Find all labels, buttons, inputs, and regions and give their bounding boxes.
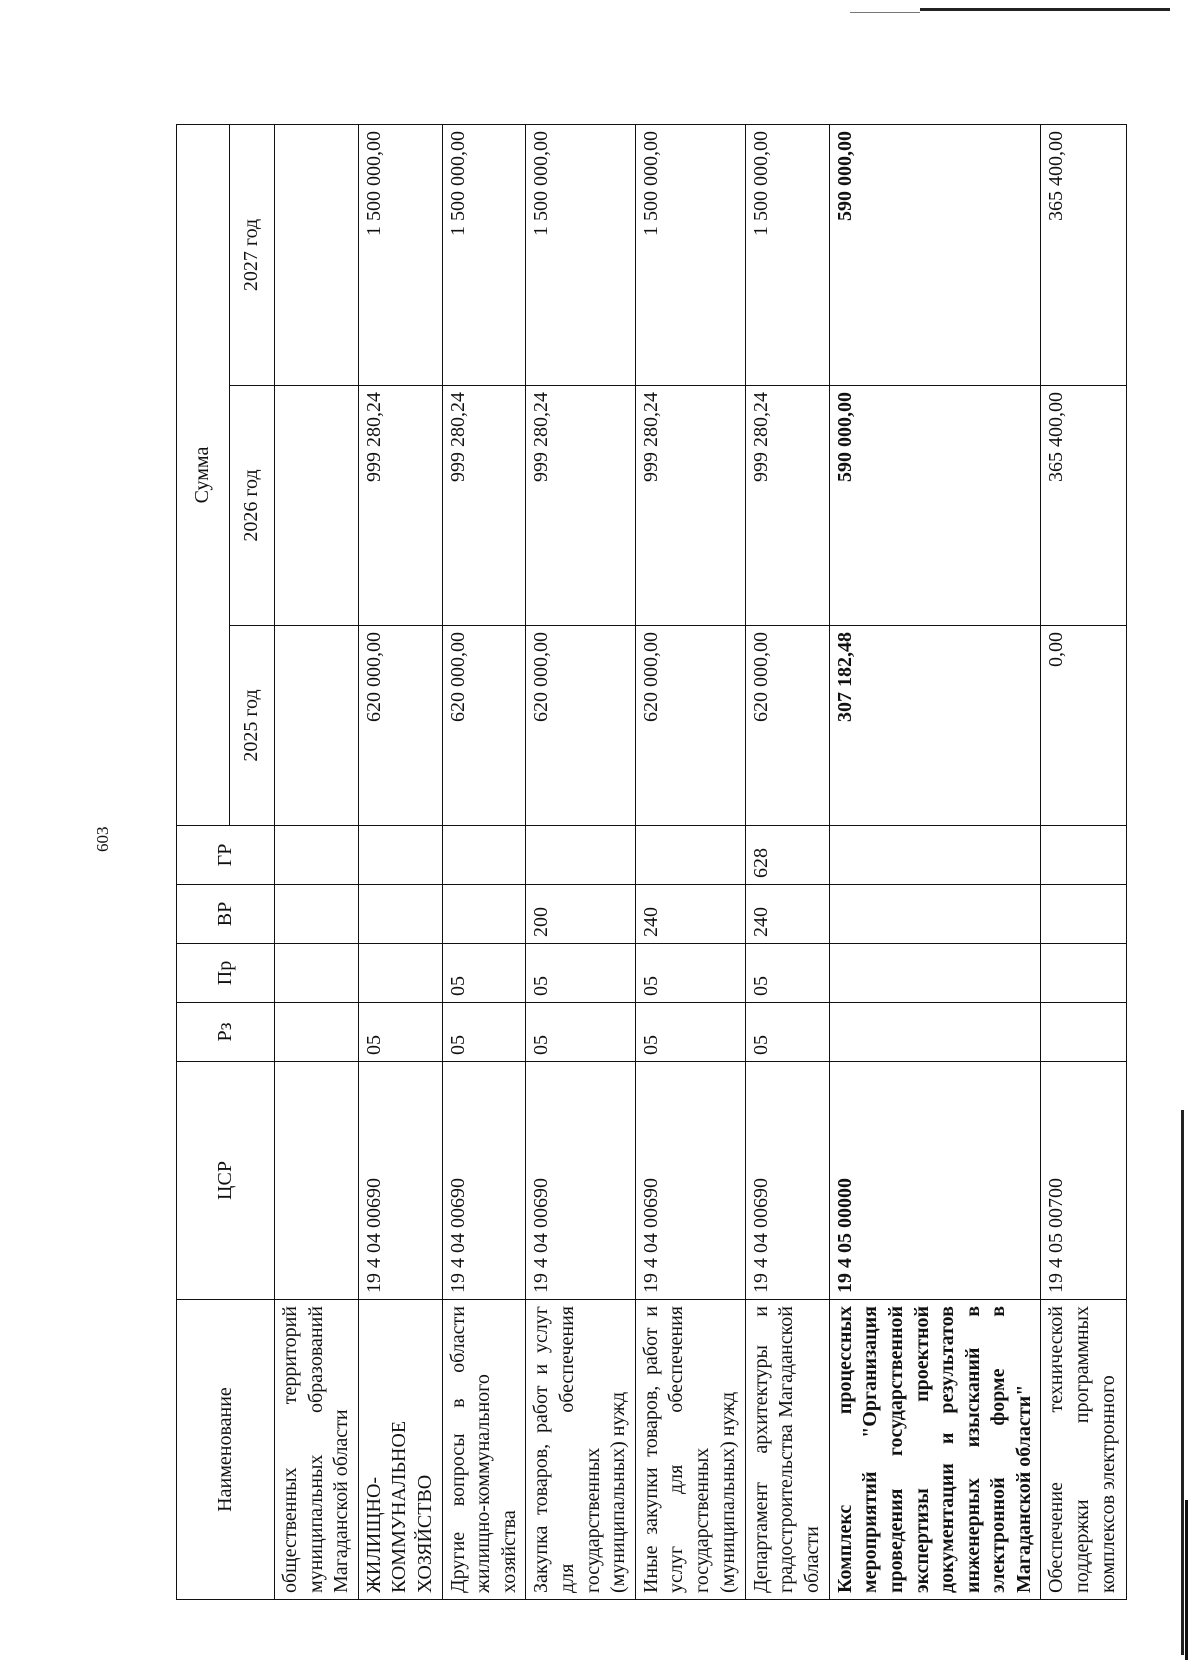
row-rz: 05	[745, 1003, 829, 1062]
row-name: ЖИЛИЩНО-КОММУНАЛЬНОЕ ХОЗЯЙСТВО	[358, 1300, 442, 1600]
rotated-page-content	[176, 125, 1127, 1600]
row-rz: 05	[635, 1003, 745, 1062]
row-sum-2025: 620 000,00	[745, 626, 829, 826]
row-csr: 19 4 04 00690	[635, 1062, 745, 1300]
row-rz	[1041, 1003, 1127, 1062]
scan-artifact-edge	[1181, 1110, 1184, 1655]
row-sum-2026	[275, 386, 359, 626]
scan-artifact-line-thin	[850, 12, 920, 13]
row-sum-2025: 0,00	[1041, 626, 1127, 826]
row-gr	[635, 826, 745, 885]
row-sum-2027: 1 500 000,00	[358, 124, 442, 385]
row-name: Закупка товаров, работ и услуг для обеспечения государственных (муниципальных) нужд	[526, 1300, 635, 1600]
scan-artifact-edge-dark	[1185, 1500, 1188, 1660]
header-rz: Рз	[177, 1003, 275, 1062]
row-pr	[358, 944, 442, 1003]
row-gr	[526, 826, 635, 885]
table-row	[526, 124, 635, 1599]
row-rz	[275, 1003, 359, 1062]
header-gr: ГР	[177, 826, 275, 885]
budget-table	[176, 124, 1127, 1600]
table-row	[635, 124, 745, 1599]
row-pr: 05	[635, 944, 745, 1003]
table-row	[442, 124, 526, 1599]
table-row	[829, 124, 1041, 1599]
row-sum-2027: 590 000,00	[829, 124, 1041, 385]
page-number: 603	[93, 826, 112, 852]
row-sum-2026: 590 000,00	[829, 386, 1041, 626]
row-rz: 05	[358, 1003, 442, 1062]
table-body	[275, 124, 1127, 1599]
header-year-2027: 2027 год	[230, 124, 275, 385]
header-vr: ВР	[177, 885, 275, 944]
row-sum-2026: 999 280,24	[526, 386, 635, 626]
header-sum: Сумма	[177, 124, 230, 825]
row-csr	[275, 1062, 359, 1300]
table-row	[1041, 124, 1127, 1599]
row-sum-2025	[275, 626, 359, 826]
row-rz	[829, 1003, 1041, 1062]
row-sum-2027: 1 500 000,00	[442, 124, 526, 385]
row-csr: 19 4 05 00000	[829, 1062, 1041, 1300]
row-sum-2025: 620 000,00	[358, 626, 442, 826]
row-gr	[829, 826, 1041, 885]
row-sum-2026: 999 280,24	[358, 386, 442, 626]
scan-artifact-line	[920, 8, 1170, 11]
row-name: Иные закупки товаров, работ и услуг для обеспечения государственных (муниципальных) нужд	[635, 1300, 745, 1600]
row-sum-2026: 999 280,24	[442, 386, 526, 626]
row-csr: 19 4 04 00690	[442, 1062, 526, 1300]
row-csr: 19 4 05 00700	[1041, 1062, 1127, 1300]
row-csr: 19 4 04 00690	[358, 1062, 442, 1300]
row-vr	[358, 885, 442, 944]
row-gr	[275, 826, 359, 885]
row-pr: 05	[526, 944, 635, 1003]
table-row	[358, 124, 442, 1599]
row-sum-2027	[275, 124, 359, 385]
row-pr	[829, 944, 1041, 1003]
row-csr: 19 4 04 00690	[745, 1062, 829, 1300]
table-header	[177, 124, 275, 1599]
row-gr	[358, 826, 442, 885]
row-rz: 05	[442, 1003, 526, 1062]
header-year-2025: 2025 год	[230, 626, 275, 826]
header-csr: ЦСР	[177, 1062, 275, 1300]
table-row	[745, 124, 829, 1599]
row-gr	[442, 826, 526, 885]
row-sum-2027: 1 500 000,00	[635, 124, 745, 385]
row-pr: 05	[745, 944, 829, 1003]
header-name: Наименование	[177, 1300, 275, 1600]
row-sum-2026: 365 400,00	[1041, 386, 1127, 626]
row-vr	[1041, 885, 1127, 944]
row-pr: 05	[442, 944, 526, 1003]
row-sum-2025: 307 182,48	[829, 626, 1041, 826]
row-sum-2025: 620 000,00	[442, 626, 526, 826]
row-sum-2027: 1 500 000,00	[745, 124, 829, 385]
row-csr: 19 4 04 00690	[526, 1062, 635, 1300]
row-sum-2027: 1 500 000,00	[526, 124, 635, 385]
row-name: Другие вопросы в области жилищно-коммунального хозяйства	[442, 1300, 526, 1600]
row-sum-2025: 620 000,00	[526, 626, 635, 826]
row-name: Комплекс процессных мероприятий "Организация проведения государственной экспертизы проектной документации и результатов инженерных изысканий в электронной форме в Магаданской области"	[829, 1300, 1041, 1600]
row-vr	[442, 885, 526, 944]
header-year-2026: 2026 год	[230, 386, 275, 626]
row-vr: 240	[745, 885, 829, 944]
row-name: Департамент архитектуры и градостроительства Магаданской области	[745, 1300, 829, 1600]
row-sum-2027: 365 400,00	[1041, 124, 1127, 385]
row-vr	[275, 885, 359, 944]
row-gr	[1041, 826, 1127, 885]
row-vr: 200	[526, 885, 635, 944]
row-vr	[829, 885, 1041, 944]
row-pr	[275, 944, 359, 1003]
header-pr: Пр	[177, 944, 275, 1003]
row-pr	[1041, 944, 1127, 1003]
row-name: общественных территорий муниципальных образований Магаданской области	[275, 1300, 359, 1600]
row-sum-2026: 999 280,24	[635, 386, 745, 626]
row-sum-2026: 999 280,24	[745, 386, 829, 626]
row-vr: 240	[635, 885, 745, 944]
row-sum-2025: 620 000,00	[635, 626, 745, 826]
row-name: Обеспечение технической поддержки программных комплексов электронного	[1041, 1300, 1127, 1600]
row-rz: 05	[526, 1003, 635, 1062]
row-gr: 628	[745, 826, 829, 885]
table-row	[275, 124, 359, 1599]
